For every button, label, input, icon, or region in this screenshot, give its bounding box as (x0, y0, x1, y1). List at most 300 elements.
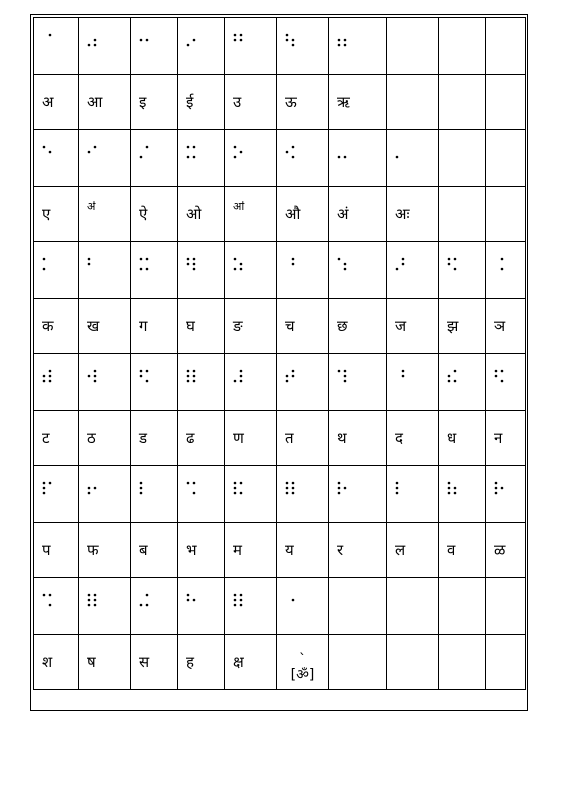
braille-cell (277, 578, 329, 635)
braille-cell (387, 466, 439, 523)
braille-cell (79, 354, 131, 411)
braille-dot-1 (234, 482, 237, 485)
letter-cell (34, 187, 79, 242)
braille-pattern (494, 257, 506, 271)
braille-cell (329, 130, 387, 187)
devanagari-letter: व (447, 540, 456, 559)
braille-dot-3 (338, 44, 341, 47)
braille-cell (225, 18, 277, 75)
devanagari-letter: भ (186, 540, 197, 559)
braille-dot-5 (94, 487, 97, 490)
braille-cell (439, 466, 486, 523)
braille-pattern (139, 33, 151, 47)
devanagari-letter: ऊ (285, 92, 297, 111)
braille-dot-6 (454, 380, 457, 383)
braille-dot-2 (140, 39, 143, 42)
devanagari-letter: ट (42, 428, 50, 447)
braille-dot-5 (240, 375, 243, 378)
braille-dot-3 (396, 156, 399, 159)
braille-dot-4 (240, 370, 243, 373)
braille-dot-1 (187, 370, 190, 373)
braille-dot-4 (146, 258, 149, 261)
devanagari-letter: उ (233, 92, 242, 111)
braille-chart-table (33, 17, 526, 690)
devanagari-letter: ठ (87, 428, 96, 447)
devanagari-letter: ऐ (139, 204, 148, 223)
braille-pattern (87, 33, 99, 47)
braille-dot-2 (43, 375, 46, 378)
braille-dot-6 (344, 380, 347, 383)
braille-dot-6 (454, 492, 457, 495)
braille-cell (387, 130, 439, 187)
letter-cell (225, 187, 277, 242)
braille-dot-4 (240, 34, 243, 37)
devanagari-letter: ष (87, 652, 96, 671)
braille-cell (277, 242, 329, 299)
braille-dot-2 (338, 39, 341, 42)
letter-cell (439, 411, 486, 466)
braille-dot-4 (501, 258, 504, 261)
devanagari-letter: म (233, 540, 242, 559)
braille-pattern (337, 33, 349, 47)
devanagari-letter: फ (87, 540, 99, 559)
braille-pattern (42, 481, 54, 495)
letter-cell (178, 75, 225, 130)
braille-pattern (447, 481, 459, 495)
devanagari-letter: ह (186, 652, 194, 671)
letter-cell (131, 299, 178, 354)
braille-row (34, 130, 526, 187)
braille-dot-4 (292, 258, 295, 261)
braille-pattern (285, 481, 297, 495)
braille-dot-3 (140, 156, 143, 159)
braille-dot-4 (193, 482, 196, 485)
braille-cell (486, 354, 526, 411)
braille-pattern (233, 257, 245, 271)
braille-dot-6 (94, 44, 97, 47)
braille-row (34, 578, 526, 635)
braille-pattern (233, 33, 245, 47)
braille-dot-1 (43, 594, 46, 597)
devanagari-letter: ग (139, 316, 148, 335)
devanagari-letter: ब (139, 540, 148, 559)
letter-cell (486, 635, 526, 690)
braille-pattern (285, 369, 297, 383)
braille-cell (178, 242, 225, 299)
letter-cell (277, 299, 329, 354)
braille-dot-2 (187, 263, 190, 266)
braille-pattern (42, 33, 54, 47)
braille-cell (131, 466, 178, 523)
braille-cell (387, 242, 439, 299)
braille-dot-5 (501, 487, 504, 490)
letter-cell (387, 523, 439, 578)
braille-cell (34, 354, 79, 411)
braille-pattern (233, 145, 245, 159)
braille-pattern (139, 257, 151, 271)
braille-row (34, 466, 526, 523)
braille-dot-6 (292, 44, 295, 47)
braille-dot-3 (338, 156, 341, 159)
braille-dot-6 (240, 604, 243, 607)
letter-cell (34, 523, 79, 578)
braille-pattern (186, 257, 198, 271)
letter-cell (277, 635, 329, 690)
letter-cell (439, 299, 486, 354)
braille-dot-6 (193, 492, 196, 495)
devanagari-letter: इ (139, 92, 147, 111)
braille-dot-5 (292, 39, 295, 42)
braille-dot-6 (94, 380, 97, 383)
braille-pattern (447, 369, 459, 383)
braille-dot-4 (49, 370, 52, 373)
braille-dot-1 (43, 146, 46, 149)
braille-dot-6 (501, 380, 504, 383)
braille-dot-2 (448, 487, 451, 490)
braille-dot-2 (187, 375, 190, 378)
braille-dot-2 (88, 487, 91, 490)
braille-pattern (285, 33, 297, 47)
braille-dot-2 (396, 487, 399, 490)
braille-cell (439, 18, 486, 75)
letter-cell (439, 187, 486, 242)
letter-row (34, 411, 526, 466)
braille-dot-6 (240, 492, 243, 495)
braille-dot-1 (396, 482, 399, 485)
braille-dot-2 (495, 375, 498, 378)
braille-pattern (395, 145, 407, 159)
letter-cell (277, 75, 329, 130)
braille-dot-2 (140, 375, 143, 378)
braille-pattern (233, 481, 245, 495)
braille-pattern (42, 145, 54, 159)
letter-cell (178, 523, 225, 578)
braille-dot-5 (292, 375, 295, 378)
letter-cell (79, 187, 131, 242)
devanagari-letter: प (42, 540, 51, 559)
braille-pattern (87, 593, 99, 607)
letter-cell (34, 75, 79, 130)
braille-dot-6 (193, 156, 196, 159)
braille-dot-2 (495, 487, 498, 490)
braille-pattern (395, 369, 407, 383)
braille-dot-5 (193, 39, 196, 42)
braille-cell (131, 130, 178, 187)
letter-cell (225, 75, 277, 130)
braille-dot-5 (292, 487, 295, 490)
letter-row (34, 299, 526, 354)
braille-pattern (494, 481, 506, 495)
letter-cell (131, 411, 178, 466)
devanagari-letter: ञ (494, 316, 506, 335)
braille-pattern (186, 33, 198, 47)
braille-cell (387, 18, 439, 75)
braille-cell (486, 18, 526, 75)
braille-dot-3 (234, 156, 237, 159)
braille-pattern (42, 369, 54, 383)
devanagari-letter: त (285, 428, 294, 447)
braille-dot-1 (140, 482, 143, 485)
braille-dot-6 (146, 604, 149, 607)
braille-dot-1 (448, 482, 451, 485)
devanagari-letter: ड (139, 428, 148, 447)
braille-pattern (186, 369, 198, 383)
braille-dot-5 (344, 487, 347, 490)
braille-dot-6 (292, 156, 295, 159)
braille-cell (329, 578, 387, 635)
braille-cell (79, 578, 131, 635)
braille-cell (329, 466, 387, 523)
devanagari-letter: औ (285, 204, 301, 223)
braille-cell (131, 242, 178, 299)
devanagari-letter: झ (447, 316, 459, 335)
braille-dot-6 (94, 604, 97, 607)
letter-cell (329, 523, 387, 578)
braille-pattern (139, 145, 151, 159)
braille-dot-6 (344, 156, 347, 159)
braille-dot-4 (292, 482, 295, 485)
letter-cell (225, 299, 277, 354)
braille-dot-6 (454, 268, 457, 271)
braille-dot-5 (292, 263, 295, 266)
braille-dot-3 (187, 380, 190, 383)
devanagari-letter: घ (186, 316, 195, 335)
devanagari-letter: आ (87, 92, 103, 111)
braille-dot-3 (234, 604, 237, 607)
braille-dot-3 (396, 492, 399, 495)
braille-dot-1 (286, 482, 289, 485)
braille-cell (131, 578, 178, 635)
braille-dot-5 (193, 263, 196, 266)
devanagari-letter: ज (395, 316, 407, 335)
braille-dot-5 (240, 151, 243, 154)
braille-cell (486, 466, 526, 523)
braille-dot-3 (43, 380, 46, 383)
letter-cell (329, 75, 387, 130)
braille-dot-6 (49, 604, 52, 607)
braille-pattern (139, 369, 151, 383)
devanagari-letter: र (337, 540, 344, 559)
braille-dot-4 (49, 482, 52, 485)
braille-dot-1 (234, 258, 237, 261)
braille-cell (486, 242, 526, 299)
braille-dot-4 (94, 594, 97, 597)
braille-dot-2 (234, 599, 237, 602)
devanagari-letter: थ (337, 428, 347, 447)
braille-dot-1 (43, 482, 46, 485)
braille-dot-5 (240, 39, 243, 42)
braille-dot-2 (448, 375, 451, 378)
braille-cell (277, 18, 329, 75)
braille-dot-1 (88, 258, 91, 261)
braille-dot-4 (501, 370, 504, 373)
braille-cell (225, 578, 277, 635)
braille-cell (486, 130, 526, 187)
braille-cell (439, 242, 486, 299)
braille-dot-3 (140, 492, 143, 495)
braille-dot-3 (234, 380, 237, 383)
braille-dot-1 (140, 370, 143, 373)
devanagari-letter: ॴ (233, 199, 245, 213)
braille-dot-5 (344, 263, 347, 266)
braille-dot-1 (43, 258, 46, 261)
letter-cell (131, 187, 178, 242)
braille-dot-6 (344, 44, 347, 47)
devanagari-letter: अः (395, 204, 410, 223)
braille-dot-1 (338, 370, 341, 373)
letter-cell (486, 523, 526, 578)
letter-cell (79, 299, 131, 354)
letter-cell (277, 187, 329, 242)
braille-dot-4 (146, 594, 149, 597)
braille-dot-2 (338, 487, 341, 490)
devanagari-letter: ङ (233, 316, 243, 335)
letter-cell (439, 523, 486, 578)
braille-cell (34, 242, 79, 299)
devanagari-letter: ल (395, 540, 406, 559)
letter-cell (387, 411, 439, 466)
braille-cell (178, 578, 225, 635)
letter-cell (387, 187, 439, 242)
braille-dot-6 (501, 268, 504, 271)
braille-dot-1 (448, 258, 451, 261)
braille-pattern (447, 257, 459, 271)
braille-dot-4 (402, 258, 405, 261)
braille-pattern (285, 257, 297, 271)
devanagari-letter: क्ष (233, 652, 244, 671)
braille-pattern (42, 257, 54, 271)
braille-pattern (186, 593, 198, 607)
om-text: [ॐ] (290, 667, 315, 683)
letter-cell (34, 411, 79, 466)
braille-cell (34, 130, 79, 187)
letter-cell (329, 187, 387, 242)
devanagari-letter: ळ (494, 540, 506, 559)
braille-pattern (337, 257, 349, 271)
braille-dot-3 (88, 44, 91, 47)
braille-pattern (233, 369, 245, 383)
braille-dot-2 (88, 151, 91, 154)
braille-dot-3 (88, 604, 91, 607)
braille-dot-5 (146, 39, 149, 42)
braille-cell (439, 130, 486, 187)
braille-dot-3 (396, 268, 399, 271)
braille-dot-5 (402, 263, 405, 266)
braille-row (34, 354, 526, 411)
braille-dot-4 (292, 146, 295, 149)
braille-pattern (337, 481, 349, 495)
braille-dot-2 (43, 487, 46, 490)
braille-dot-6 (193, 380, 196, 383)
braille-row (34, 18, 526, 75)
braille-dot-4 (146, 146, 149, 149)
om-symbol (277, 641, 328, 684)
letter-cell (225, 523, 277, 578)
devanagari-letter: अ (42, 92, 54, 111)
braille-dot-2 (88, 263, 91, 266)
braille-dot-1 (187, 482, 190, 485)
devanagari-letter: स (139, 652, 150, 671)
braille-dot-3 (187, 156, 190, 159)
devanagari-letter: ण (233, 428, 244, 447)
devanagari-letter: न (494, 428, 503, 447)
braille-pattern (285, 145, 297, 159)
braille-dot-2 (286, 375, 289, 378)
braille-pattern (139, 593, 151, 607)
braille-dot-4 (454, 258, 457, 261)
braille-dot-1 (495, 482, 498, 485)
letter-cell (387, 75, 439, 130)
letter-cell (79, 523, 131, 578)
braille-dot-3 (43, 492, 46, 495)
braille-dot-2 (88, 375, 91, 378)
braille-cell (387, 578, 439, 635)
braille-cell (225, 242, 277, 299)
braille-dot-3 (286, 492, 289, 495)
braille-dot-2 (234, 39, 237, 42)
braille-dot-4 (402, 370, 405, 373)
braille-cell (277, 130, 329, 187)
devanagari-letter: ए (42, 204, 51, 223)
devanagari-letter: ऋ (337, 92, 350, 111)
letter-cell (131, 635, 178, 690)
braille-row (34, 242, 526, 299)
braille-dot-4 (193, 370, 196, 373)
letter-row (34, 75, 526, 130)
braille-dot-1 (234, 146, 237, 149)
braille-dot-5 (49, 151, 52, 154)
braille-dot-3 (140, 268, 143, 271)
letter-cell (225, 635, 277, 690)
devanagari-letter: ख (87, 316, 100, 335)
letter-cell (486, 299, 526, 354)
braille-cell (79, 466, 131, 523)
braille-cell (439, 354, 486, 411)
braille-cell (387, 354, 439, 411)
braille-dot-5 (94, 599, 97, 602)
braille-pattern (186, 145, 198, 159)
braille-dot-5 (292, 599, 295, 602)
braille-dot-1 (187, 258, 190, 261)
braille-dot-4 (292, 370, 295, 373)
braille-dot-2 (286, 487, 289, 490)
braille-dot-4 (344, 370, 347, 373)
letter-row (34, 635, 526, 690)
devanagari-letter: द (395, 428, 403, 447)
braille-dot-6 (292, 492, 295, 495)
braille-pattern (285, 593, 297, 607)
braille-cell (178, 130, 225, 187)
braille-cell (439, 578, 486, 635)
braille-dot-5 (240, 599, 243, 602)
braille-dot-5 (240, 263, 243, 266)
letter-cell (486, 187, 526, 242)
braille-dot-3 (286, 380, 289, 383)
braille-cell (79, 18, 131, 75)
letter-row (34, 523, 526, 578)
braille-pattern (337, 369, 349, 383)
om-mark: ` (299, 651, 306, 668)
braille-dot-1 (234, 34, 237, 37)
devanagari-letter: ॳ (87, 199, 96, 213)
braille-dot-4 (240, 594, 243, 597)
letter-cell (439, 75, 486, 130)
braille-dot-4 (94, 370, 97, 373)
braille-dot-4 (94, 146, 97, 149)
braille-dot-4 (240, 482, 243, 485)
braille-cell (178, 466, 225, 523)
braille-cell (178, 354, 225, 411)
